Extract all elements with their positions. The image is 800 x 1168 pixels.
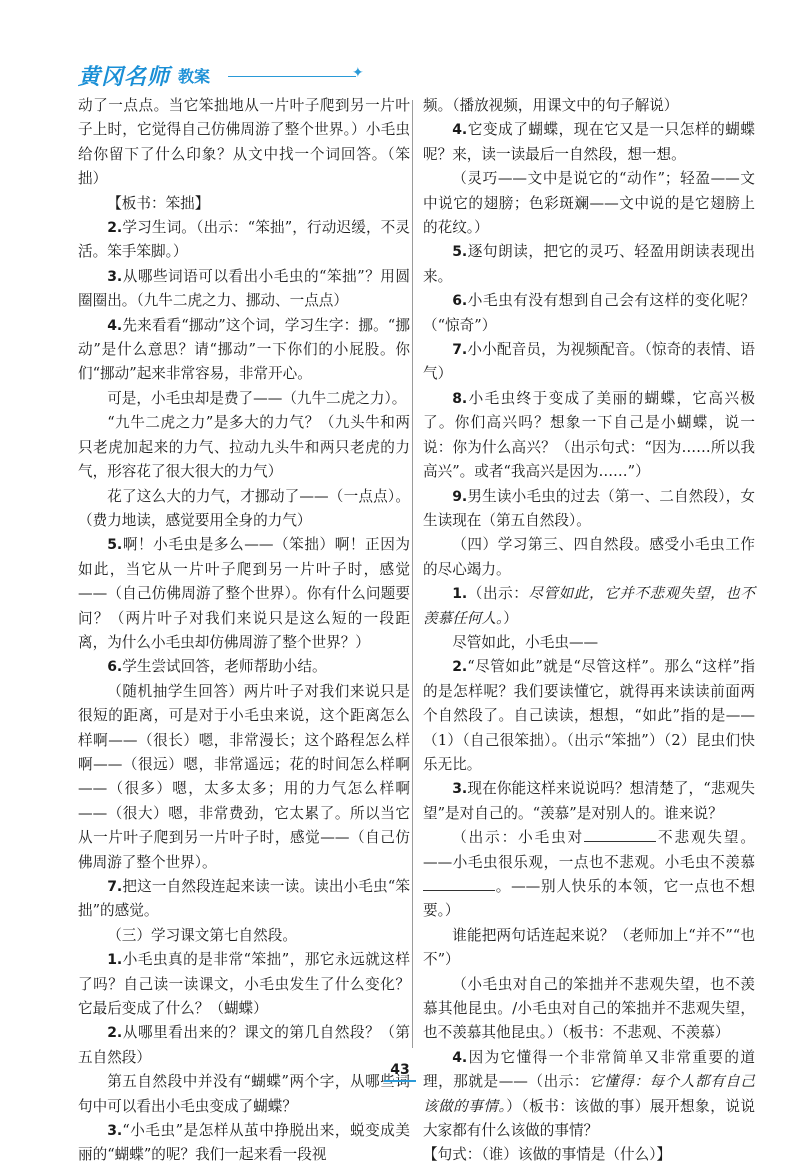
paragraph bbox=[423, 924, 755, 973]
paragraph-text: 学生尝试回答，老师帮助小结。 bbox=[122, 658, 327, 676]
item-number: 6. bbox=[452, 293, 468, 310]
paragraph-text: （四）学习第三、四自然段。感受小毛虫工作的尽心竭力。 bbox=[423, 536, 755, 578]
paragraph-text: 它变成了蝴蝶，现在它又是一只怎样的蝴蝶呢？来，读一读最后一自然段，想一想。 bbox=[423, 121, 755, 163]
paragraph-text: 因为它懂得一个非常简单又非常重要的道理，那就是——（出示： bbox=[423, 1048, 755, 1091]
paragraph bbox=[78, 680, 410, 875]
paragraph-text: 【句式：（谁）该做的事情是（什么）】 bbox=[423, 1146, 672, 1164]
paragraph bbox=[78, 875, 410, 924]
left-text-column bbox=[78, 94, 410, 1168]
paragraph-text: 【板书：笨拙】 bbox=[107, 194, 210, 212]
header-rule bbox=[228, 76, 356, 77]
item-number: 7. bbox=[107, 879, 123, 895]
paragraph-text: 动了一点点。当它笨拙地从一片叶子爬到另一片叶子上时，它觉得自己仿佛周游了整个世界。）小毛虫给你留下了什么印象？从文中找一个词回答。（笨拙） bbox=[78, 97, 410, 188]
item-number: 4. bbox=[452, 122, 468, 139]
header-subtitle: 教案 bbox=[178, 67, 211, 86]
paragraph bbox=[423, 777, 755, 826]
paragraph-text: 先来看看“挪动”这个词，学习生字：挪。“挪动”是什么意思？请“挪动”一下你们的小屁股。你们“挪动”起来非常容易，非常开心。 bbox=[78, 316, 410, 383]
paragraph bbox=[423, 167, 755, 240]
paragraph bbox=[423, 118, 755, 167]
paragraph bbox=[78, 533, 410, 655]
paragraph bbox=[423, 826, 755, 924]
paragraph-text: 男生读小毛虫的过去（第一、二自然段），女生读现在（第五自然段）。 bbox=[423, 487, 755, 529]
paragraph-text: 从哪些词语可以看出小毛虫的“笨拙”？用圆圈圈出。（九牛二虎之力、挪动、一点点） bbox=[78, 267, 410, 310]
item-number: 3. bbox=[107, 1123, 123, 1140]
paragraph bbox=[423, 1046, 755, 1144]
item-number: 4. bbox=[107, 317, 123, 334]
paragraph bbox=[423, 94, 755, 118]
item-number: 2. bbox=[107, 220, 123, 237]
paragraph bbox=[423, 973, 755, 1046]
paragraph-text: 把这一自然段连起来读一读。读出小毛虫“笨拙”的感觉。 bbox=[78, 878, 410, 920]
paragraph-text: 不悲观失望。——小毛虫很乐观，一点也不悲观。小毛虫不羡慕 bbox=[423, 829, 755, 871]
paragraph bbox=[78, 948, 410, 1021]
paragraph-text: 小毛虫终于变成了美丽的蝴蝶，它高兴极了。你们高兴吗？想象一下自己是小蝴蝶，说一说：你为什么高兴？（出示句式：“因为……所以我高兴”。或者“我高兴是因为……”） bbox=[423, 389, 755, 481]
item-number: 2. bbox=[452, 659, 468, 676]
item-number: 7. bbox=[452, 342, 468, 359]
paragraph-text: 现在你能这样来说说吗？想清楚了，“悲观失望”是对自己的。“羡慕”是对别人的。谁来说？ bbox=[423, 780, 755, 822]
paragraph-text: 小毛虫有没有想到自己会有这样的变化呢？（“惊奇”） bbox=[423, 292, 755, 334]
paragraph bbox=[78, 1070, 410, 1119]
page-number: 43 bbox=[390, 1062, 410, 1078]
paragraph-text: （随机抽学生回答）两片叶子对我们来说只是很短的距离，可是对于小毛虫来说，这个距离怎么样啊——（很长）嗯，非常漫长；这个路程怎么样啊——（很远）嗯，非常遥远；花的时间怎么样啊——（很多）嗯，太多太多；用的力气怎么样啊——（很大）嗯，非常费劲，它太累了。所以当它从一片叶子爬到另一片叶子时，感觉——（自己仿佛周游了整个世界）。 bbox=[78, 682, 410, 871]
paragraph-text: 尽管如此，小毛虫—— bbox=[452, 633, 599, 651]
paragraph-text: （灵巧——文中是说它的“动作”；轻盈——文中说它的翅膀；色彩斑斓——文中说的是它翅膀上的花纹。） bbox=[423, 170, 755, 237]
paragraph-text: “九牛二虎之力”是多大的力气？（九头牛和两只老虎加起来的力气、拉动九头牛和两只老虎的力气，形容花了很大很大的力气） bbox=[78, 414, 410, 481]
paragraph bbox=[423, 631, 755, 655]
paragraph bbox=[423, 338, 755, 387]
paragraph bbox=[78, 314, 410, 387]
page-header bbox=[78, 56, 364, 92]
paragraph bbox=[423, 533, 755, 582]
item-number: 1. bbox=[107, 952, 123, 969]
fill-blank bbox=[584, 828, 656, 842]
paragraph-text: 谁能把两句话连起来说？（老师加上“并不”“也不”） bbox=[423, 926, 755, 969]
paragraph-text: 。——别人快乐的本领，它一点也不想要。） bbox=[423, 878, 755, 920]
item-number: 9. bbox=[452, 488, 468, 505]
item-number: 4. bbox=[452, 1049, 468, 1066]
paragraph-text: “尽管如此”就是“尽管这样”。那么“这样”指的是怎样呢？我们要读懂它，就得再来读读前面两个自然段了。自己读读，想想，“如此”指的是——（1）（自己很笨拙）。（出示“笨拙”）（2）昆虫们快乐无比。 bbox=[423, 658, 755, 773]
paragraph bbox=[78, 265, 410, 314]
quoted-sentence: 它懂得：每个人都有自己该做的事情。 bbox=[423, 1073, 755, 1115]
paragraph-text: 啊！小毛虫是多么——（笨拙）啊！正因为如此，当它从一片叶子爬到另一片叶子时，感觉——（自己仿佛周游了整个世界）。你有什么问题要问？（两片叶子对我们来说只是这么短的一段距离，为什么小毛虫却仿佛周游了整个世界？） bbox=[78, 536, 410, 651]
paragraph-text: 可是，小毛虫却是费了——（九牛二虎之力）。 bbox=[107, 389, 407, 407]
paragraph bbox=[78, 485, 410, 534]
paragraph bbox=[423, 655, 755, 777]
paragraph-text: 频。（播放视频，用课文中的句子解说） bbox=[423, 97, 679, 114]
paragraph bbox=[423, 485, 755, 534]
item-number: 8. bbox=[452, 390, 468, 407]
paragraph bbox=[78, 216, 410, 265]
paragraph-text: （小毛虫对自己的笨拙并不悲观失望，也不羡慕其他昆虫。/小毛虫对自己的笨拙并不悲观失望，也不羡慕其他昆虫。）（板书：不悲观、不羡慕） bbox=[423, 975, 755, 1042]
paragraph-text: 从哪里看出来的？课文的第几自然段？（第五自然段） bbox=[78, 1024, 410, 1066]
page-number-underline bbox=[384, 1080, 416, 1082]
paragraph-text: 逐句朗读，把它的灵巧、轻盈用朗读表现出来。 bbox=[423, 243, 755, 285]
paragraph bbox=[78, 94, 410, 192]
column-divider bbox=[412, 100, 413, 1048]
item-number: 1. bbox=[452, 586, 468, 603]
paragraph-text: 第五自然段中并没有“蝴蝶”两个字，从哪些词句中可以看出小毛虫变成了蝴蝶？ bbox=[78, 1073, 410, 1115]
right-text-column bbox=[423, 94, 755, 1168]
paragraph-text: （出示： bbox=[467, 585, 529, 603]
paragraph-text: （出示：小毛虫对 bbox=[452, 829, 585, 847]
paragraph bbox=[78, 1119, 410, 1168]
paragraph-text: （三）学习课文第七自然段。 bbox=[107, 926, 297, 944]
item-number: 3. bbox=[452, 781, 468, 798]
paragraph bbox=[78, 192, 410, 216]
item-number: 3. bbox=[107, 268, 123, 285]
item-number: 5. bbox=[452, 244, 468, 261]
quoted-sentence: 尽管如此，它并不悲观失望，也不羡慕任何人。 bbox=[423, 585, 755, 627]
paragraph-tail: ） bbox=[503, 609, 518, 627]
sparkle-icon: ✦ bbox=[352, 65, 364, 81]
fill-blank bbox=[423, 877, 495, 891]
paragraph-text: 学习生词。（出示：“笨拙”，行动迟缓，不灵活。笨手笨脚。） bbox=[78, 219, 410, 261]
item-number: 2. bbox=[107, 1025, 123, 1042]
paragraph bbox=[78, 924, 410, 948]
paragraph bbox=[78, 411, 410, 484]
paragraph-text: 小毛虫真的是非常“笨拙”，那它永远就这样了吗？自己读一读课文，小毛虫发生了什么变化？它最后变成了什么？（蝴蝶） bbox=[78, 951, 410, 1018]
paragraph-text: 花了这么大的力气，才挪动了——（一点点）。（费力地读，感觉要用全身的力气） bbox=[78, 487, 410, 529]
item-number: 5. bbox=[107, 537, 123, 554]
paragraph bbox=[78, 655, 410, 679]
item-number: 6. bbox=[107, 659, 123, 676]
paragraph bbox=[423, 387, 755, 485]
paragraph bbox=[78, 1021, 410, 1070]
paragraph bbox=[423, 582, 755, 631]
paragraph bbox=[423, 240, 755, 289]
paragraph-tail: ）（板书：该做的事）展开想象，说说大家都有什么该做的事情？ bbox=[423, 1097, 755, 1140]
brand-logo: 黄冈名师 bbox=[78, 65, 171, 90]
paragraph-text: 小小配音员，为视频配音。（惊奇的表情、语气） bbox=[423, 341, 755, 383]
paragraph bbox=[423, 1143, 755, 1167]
paragraph bbox=[423, 289, 755, 338]
paragraph bbox=[78, 387, 410, 411]
paragraph-text: “小毛虫”是怎样从茧中挣脱出来，蜕变成美丽的“蝴蝶”的呢？我们一起来看一段视 bbox=[78, 1122, 410, 1164]
